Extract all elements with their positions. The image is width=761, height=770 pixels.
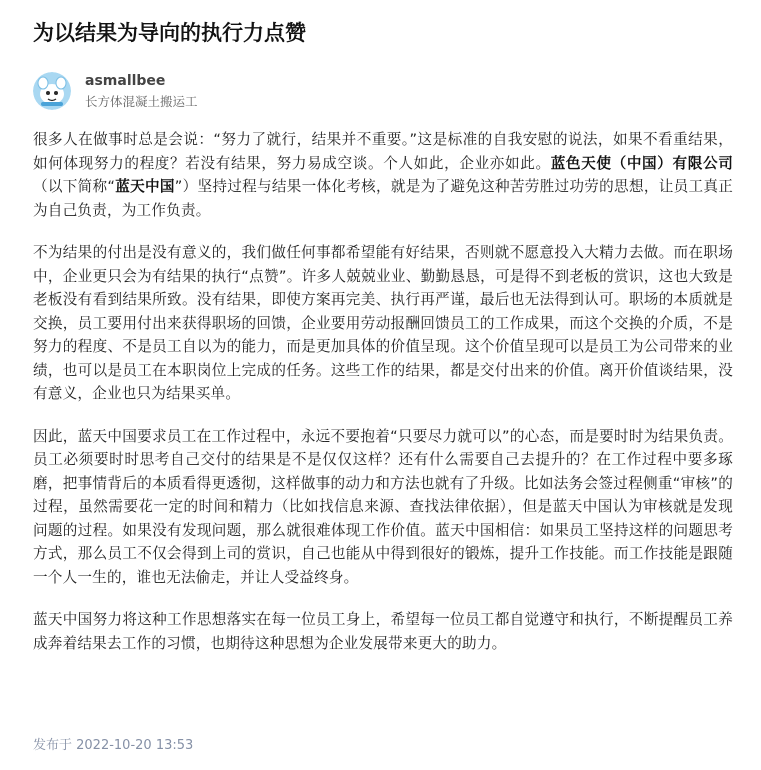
article-body xyxy=(33,128,733,674)
paragraph-text: 不为结果的付出是没有意义的，我们做任何事都希望能有好结果，否则就不愿意投入大精力去做。而在职场中，企业更只会为有结果的执行“点赞”。许多人兢兢业业、勤勤恳恳，可是得不到老板的赏识，这也大致是老板没有看到结果所致。没有结果，即使方案再完美、执行再严谨，最后也无法得到认可。职场的本质就是交换，员工要用付出来获得职场的回馈，企业要用劳动报酬回馈员工的工作成果，而这个交换的介质，不是努力的程度、不是员工自以为的能力，而是更加具体的价值呈现。这个价值呈现可以是员工为公司带来的业绩，也可以是员工在本职岗位上完成的任务。这些工作的结果，都是交付出来的价值。离开价值谈结果，没有意义，企业也只为结果买单。 xyxy=(33,244,733,402)
article-paragraph xyxy=(33,425,733,590)
paragraph-text: 很多人在做事时总是会说：“努力了就行，结果并不重要。”这是标准的自我安慰的说法，如果不看重结果，如何体现努力的程度？若没有结果，努力易成空谈。个人如此，企业亦如此。 xyxy=(33,131,733,172)
article-paragraph xyxy=(33,128,733,222)
bold-text: 蓝天中国 xyxy=(115,178,175,195)
paragraph-text: 蓝天中国努力将这种工作思想落实在每一位员工身上，希望每一位员工都自觉遵守和执行，不断提醒员工养成奔着结果去工作的习惯，也期待这种思想为企业发展带来更大的助力。 xyxy=(33,611,733,652)
author-avatar[interactable] xyxy=(33,72,71,110)
publish-time: 发布于 2022-10-20 13:53 xyxy=(33,738,194,753)
paragraph-text: （以下简称“ xyxy=(33,178,116,195)
paragraph-text: 因此，蓝天中国要求员工在工作过程中，永远不要抱着“只要尽力就可以”的心态，而是要时时为结果负责。员工必须要时时思考自己交付的结果是不是仅仅这样？还有什么需要自己去提升的？在工作过程中要多琢磨，把事情背后的本质看得更透彻，这样做事的动力和方法也就有了升级。比如法务会签过程侧重“审核”的过程，虽然需要花一定的时间和精力（比如找信息来源、查找法律依据），但是蓝天中国认为审核就是发现问题的过程。如果没有发现问题，那么就很难体现工作价值。蓝天中国相信：如果员工坚持这样的问题思考方式，那么员工不仅会得到上司的赏识，自己也能从中得到很好的锻炼，提升工作技能。而工作技能是跟随一个人一生的，谁也无法偷走，并让人受益终身。 xyxy=(33,427,733,586)
author-name[interactable]: asmallbee xyxy=(85,73,166,89)
article-title: 为以结果为导向的执行力点赞 xyxy=(33,21,306,45)
bold-text: 蓝色天使（中国）有限公司 xyxy=(550,154,733,172)
article-paragraph xyxy=(33,608,733,655)
paragraph-text: ”）坚持过程与结果一体化考核，就是为了避免这种苦劳胜过功劳的思想，让员工真正为自己负责，为工作负责。 xyxy=(33,178,733,219)
author-info xyxy=(33,72,733,112)
author-bio: 长方体混凝土搬运工 xyxy=(85,94,198,109)
article-paragraph xyxy=(33,241,733,406)
cartoon-bee-avatar-icon xyxy=(33,72,71,110)
